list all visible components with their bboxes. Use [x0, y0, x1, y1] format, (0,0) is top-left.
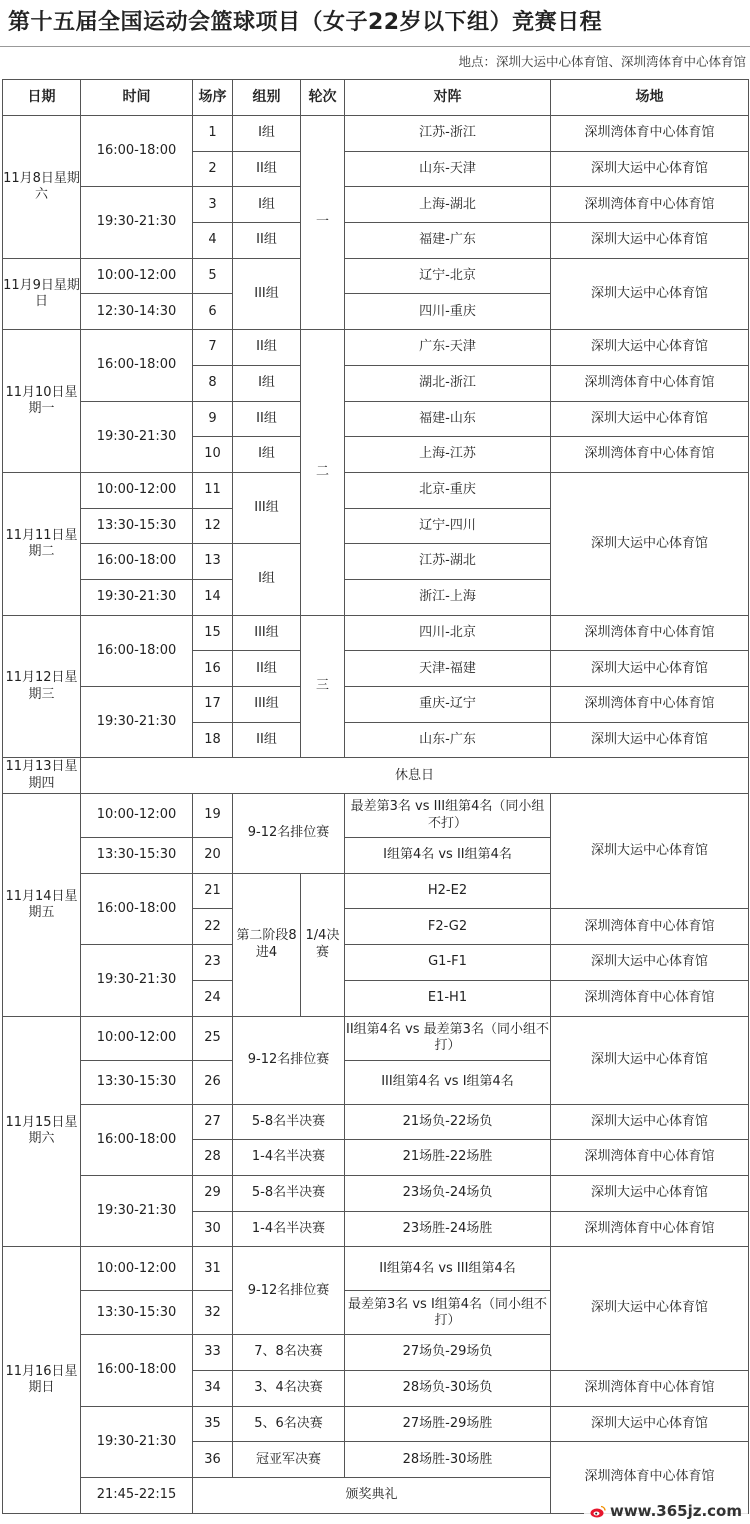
group-cell: 3、4名决赛: [233, 1370, 345, 1406]
group-cell: III组: [233, 687, 301, 723]
group-cell: II组: [233, 401, 301, 437]
time-cell: 13:30-15:30: [81, 508, 193, 544]
venue-cell: 深圳大运中心体育馆: [551, 472, 749, 615]
matchup-cell: 天津-福建: [345, 651, 551, 687]
game-no: 23: [193, 945, 233, 981]
date-cell: 11月12日星期三: [3, 615, 81, 758]
game-no: 24: [193, 980, 233, 1016]
game-no: 32: [193, 1291, 233, 1335]
group-cell: 1-4名半决赛: [233, 1140, 345, 1176]
group-cell: 9-12名排位赛: [233, 1247, 345, 1335]
time-cell: 10:00-12:00: [81, 1016, 193, 1060]
venue-cell: 深圳湾体育中心体育馆: [551, 980, 749, 1016]
venue-cell: 深圳大运中心体育馆: [551, 258, 749, 329]
matchup-cell: 浙江-上海: [345, 579, 551, 615]
time-cell: 16:00-18:00: [81, 615, 193, 686]
game-no: 14: [193, 579, 233, 615]
matchup-cell: 湖北-浙江: [345, 365, 551, 401]
venue-cell: 深圳大运中心体育馆: [551, 1016, 749, 1104]
matchup-cell: F2-G2: [345, 909, 551, 945]
game-no: 33: [193, 1335, 233, 1371]
matchup-cell: 上海-湖北: [345, 187, 551, 223]
matchup-cell: II组第4名 vs 最差第3名（同小组不打）: [345, 1016, 551, 1060]
group-cell: 9-12名排位赛: [233, 1016, 345, 1104]
game-no: 27: [193, 1104, 233, 1140]
weibo-icon: [590, 1505, 606, 1518]
venue-cell: 深圳湾体育中心体育馆: [551, 365, 749, 401]
matchup-cell: 27场胜-29场胜: [345, 1406, 551, 1442]
matchup-cell: 23场胜-24场胜: [345, 1211, 551, 1247]
date-cell: 11月10日星期一: [3, 330, 81, 473]
matchup-cell: 28场负-30场负: [345, 1370, 551, 1406]
matchup-cell: 27场负-29场负: [345, 1335, 551, 1371]
date-cell: 11月15日星期六: [3, 1016, 81, 1247]
time-cell: 16:00-18:00: [81, 1335, 193, 1406]
matchup-cell: 山东-天津: [345, 151, 551, 187]
matchup-cell: 山东-广东: [345, 722, 551, 758]
game-no: 22: [193, 909, 233, 945]
matchup-cell: 四川-北京: [345, 615, 551, 651]
table-row: [3, 116, 749, 152]
game-no: 17: [193, 687, 233, 723]
time-cell: 19:30-21:30: [81, 1175, 193, 1246]
venue-cell: 深圳大运中心体育馆: [551, 794, 749, 909]
matchup-cell: 四川-重庆: [345, 294, 551, 330]
venue-cell: 深圳湾体育中心体育馆: [551, 116, 749, 152]
matchup-cell: 广东-天津: [345, 330, 551, 366]
table-row: [3, 758, 749, 794]
table-row: [3, 472, 749, 508]
matchup-cell: 21场负-22场负: [345, 1104, 551, 1140]
matchup-cell: 辽宁-四川: [345, 508, 551, 544]
matchup-cell: 福建-山东: [345, 401, 551, 437]
game-no: 15: [193, 615, 233, 651]
group-cell: II组: [233, 151, 301, 187]
group-cell: II组: [233, 722, 301, 758]
header-game: 场序: [193, 80, 233, 116]
game-no: 18: [193, 722, 233, 758]
time-cell: 10:00-12:00: [81, 794, 193, 838]
table-row: [3, 187, 749, 223]
time-cell: 16:00-18:00: [81, 1104, 193, 1175]
game-no: 34: [193, 1370, 233, 1406]
venue-cell: 深圳大运中心体育馆: [551, 151, 749, 187]
matchup-cell: 最差第3名 vs I组第4名（同小组不打）: [345, 1291, 551, 1335]
time-cell: 19:30-21:30: [81, 945, 193, 1016]
game-no: 36: [193, 1442, 233, 1478]
venue-cell: 深圳湾体育中心体育馆: [551, 1211, 749, 1247]
matchup-cell: 北京-重庆: [345, 472, 551, 508]
game-no: 3: [193, 187, 233, 223]
venue-cell: 深圳大运中心体育馆: [551, 1175, 749, 1211]
table-row: [3, 1175, 749, 1211]
time-cell: 16:00-18:00: [81, 330, 193, 401]
venue-cell: 深圳湾体育中心体育馆: [551, 687, 749, 723]
game-no: 7: [193, 330, 233, 366]
time-cell: 10:00-12:00: [81, 258, 193, 294]
game-no: 19: [193, 794, 233, 838]
time-cell: 19:30-21:30: [81, 401, 193, 472]
group-cell: II组: [233, 330, 301, 366]
table-row: [3, 258, 749, 294]
watermark: [584, 1500, 748, 1522]
game-no: 5: [193, 258, 233, 294]
matchup-cell: H2-E2: [345, 873, 551, 909]
game-no: 13: [193, 544, 233, 580]
game-no: 1: [193, 116, 233, 152]
game-no: 31: [193, 1247, 233, 1291]
time-cell: 16:00-18:00: [81, 873, 193, 944]
group-cell: III组: [233, 258, 301, 329]
time-cell: 21:45-22:15: [81, 1478, 193, 1514]
time-cell: 19:30-21:30: [81, 1406, 193, 1477]
round-cell: 二: [301, 330, 345, 616]
award-ceremony-cell: 颁奖典礼: [193, 1478, 551, 1514]
game-no: 4: [193, 223, 233, 259]
header-venue: 场地: [551, 80, 749, 116]
matchup-cell: 江苏-湖北: [345, 544, 551, 580]
time-cell: 10:00-12:00: [81, 1247, 193, 1291]
group-cell: II组: [233, 651, 301, 687]
header-date: 日期: [3, 80, 81, 116]
venue-cell: 深圳湾体育中心体育馆: [551, 1370, 749, 1406]
rest-day-cell: 休息日: [81, 758, 749, 794]
date-cell: 11月8日星期六: [3, 116, 81, 259]
matchup-cell: 23场负-24场负: [345, 1175, 551, 1211]
game-no: 16: [193, 651, 233, 687]
venue-cell: 深圳湾体育中心体育馆: [551, 615, 749, 651]
game-no: 8: [193, 365, 233, 401]
table-row: [3, 401, 749, 437]
game-no: 29: [193, 1175, 233, 1211]
game-no: 12: [193, 508, 233, 544]
game-no: 2: [193, 151, 233, 187]
date-cell: 11月13日星期四: [3, 758, 81, 794]
time-cell: 16:00-18:00: [81, 544, 193, 580]
group-cell: 9-12名排位赛: [233, 794, 345, 874]
game-no: 21: [193, 873, 233, 909]
game-no: 26: [193, 1060, 233, 1104]
matchup-cell: 重庆-辽宁: [345, 687, 551, 723]
matchup-cell: E1-H1: [345, 980, 551, 1016]
stage-cell: 第二阶段8进4: [233, 873, 301, 1016]
matchup-cell: 辽宁-北京: [345, 258, 551, 294]
venue-cell: 深圳大运中心体育馆: [551, 1104, 749, 1140]
group-cell: I组: [233, 365, 301, 401]
group-cell: I组: [233, 437, 301, 473]
time-cell: 13:30-15:30: [81, 1060, 193, 1104]
table-row: [3, 1104, 749, 1140]
matchup-cell: 江苏-浙江: [345, 116, 551, 152]
matchup-cell: II组第4名 vs III组第4名: [345, 1247, 551, 1291]
venue-cell: 深圳大运中心体育馆: [551, 1406, 749, 1442]
table-row: [3, 1016, 749, 1060]
venue-cell: 深圳大运中心体育馆: [551, 945, 749, 981]
game-no: 10: [193, 437, 233, 473]
game-no: 9: [193, 401, 233, 437]
group-cell: 冠亚军决赛: [233, 1442, 345, 1478]
matchup-cell: III组第4名 vs I组第4名: [345, 1060, 551, 1104]
matchup-cell: I组第4名 vs II组第4名: [345, 838, 551, 874]
venue-cell: 深圳大运中心体育馆: [551, 722, 749, 758]
header-row: [3, 80, 749, 116]
table-row: [3, 330, 749, 366]
round-cell: 1/4决赛: [301, 873, 345, 1016]
venue-cell: 深圳湾体育中心体育馆: [551, 187, 749, 223]
header-group: 组别: [233, 80, 301, 116]
date-cell: 11月16日星期日: [3, 1247, 81, 1513]
table-row: [3, 945, 749, 981]
matchup-cell: 福建-广东: [345, 223, 551, 259]
date-cell: 11月14日星期五: [3, 794, 81, 1016]
round-cell: 三: [301, 615, 345, 758]
matchup-cell: 最差第3名 vs III组第4名（同小组不打）: [345, 794, 551, 838]
group-cell: III组: [233, 615, 301, 651]
game-no: 6: [193, 294, 233, 330]
table-row: [3, 1406, 749, 1442]
matchup-cell: 21场胜-22场胜: [345, 1140, 551, 1176]
venue-cell: 深圳大运中心体育馆: [551, 401, 749, 437]
time-cell: 19:30-21:30: [81, 579, 193, 615]
page-title: 第十五届全国运动会篮球项目（女子22岁以下组）竞赛日程: [8, 10, 603, 35]
group-cell: I组: [233, 544, 301, 615]
venue-cell: 深圳大运中心体育馆: [551, 330, 749, 366]
game-no: 30: [193, 1211, 233, 1247]
header-round: 轮次: [301, 80, 345, 116]
venue-cell: 深圳大运中心体育馆: [551, 223, 749, 259]
venue-cell: 深圳湾体育中心体育馆: [551, 909, 749, 945]
venue-cell: 深圳湾体育中心体育馆: [551, 437, 749, 473]
time-cell: 19:30-21:30: [81, 687, 193, 758]
date-cell: 11月9日星期日: [3, 258, 81, 329]
matchup-cell: G1-F1: [345, 945, 551, 981]
group-cell: III组: [233, 472, 301, 543]
group-cell: 5-8名半决赛: [233, 1104, 345, 1140]
game-no: 11: [193, 472, 233, 508]
group-cell: I组: [233, 116, 301, 152]
table-row: [3, 1247, 749, 1291]
table-row: [3, 794, 749, 838]
group-cell: 5、6名决赛: [233, 1406, 345, 1442]
group-cell: 7、8名决赛: [233, 1335, 345, 1371]
watermark-text: www.365jz.com: [609, 1502, 742, 1520]
time-cell: 19:30-21:30: [81, 187, 193, 258]
time-cell: 10:00-12:00: [81, 472, 193, 508]
time-cell: 13:30-15:30: [81, 1291, 193, 1335]
group-cell: II组: [233, 223, 301, 259]
venue-cell: 深圳湾体育中心体育馆: [551, 1442, 749, 1513]
header-time: 时间: [81, 80, 193, 116]
round-cell: 一: [301, 116, 345, 330]
venue-note: 地点：深圳大运中心体育馆、深圳湾体育中心体育馆: [458, 54, 746, 69]
venue-cell: 深圳大运中心体育馆: [551, 1247, 749, 1371]
venue-cell: 深圳湾体育中心体育馆: [551, 1140, 749, 1176]
game-no: 35: [193, 1406, 233, 1442]
venue-cell: 深圳大运中心体育馆: [551, 651, 749, 687]
game-no: 28: [193, 1140, 233, 1176]
title-divider: [0, 46, 750, 47]
matchup-cell: 28场胜-30场胜: [345, 1442, 551, 1478]
group-cell: 1-4名半决赛: [233, 1211, 345, 1247]
date-cell: 11月11日星期二: [3, 472, 81, 615]
time-cell: 16:00-18:00: [81, 116, 193, 187]
game-no: 20: [193, 838, 233, 874]
table-row: [3, 615, 749, 651]
group-cell: I组: [233, 187, 301, 223]
schedule-table: [2, 79, 749, 1514]
table-row: [3, 687, 749, 723]
time-cell: 13:30-15:30: [81, 838, 193, 874]
game-no: 25: [193, 1016, 233, 1060]
matchup-cell: 上海-江苏: [345, 437, 551, 473]
header-matchup: 对阵: [345, 80, 551, 116]
time-cell: 12:30-14:30: [81, 294, 193, 330]
group-cell: 5-8名半决赛: [233, 1175, 345, 1211]
